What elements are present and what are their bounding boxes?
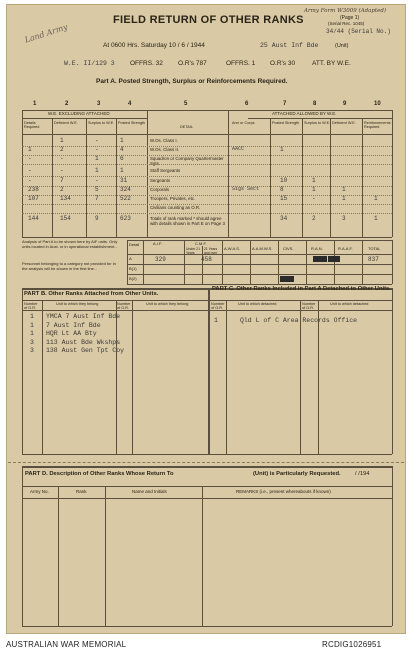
we-value: 238	[28, 186, 39, 193]
we-value: 522	[120, 195, 131, 202]
part-b-unit: 7 Aust Inf Bde	[46, 321, 101, 329]
part-c-header: Number of O.R.	[302, 302, 316, 311]
column-header: Surplus to W.E.	[304, 121, 331, 125]
we-value: 4	[120, 146, 124, 153]
analysis-aif-value: 329	[155, 256, 166, 263]
detail-label: Totals of rank marked * should agree with details shown in Part E on Page 3	[150, 216, 225, 227]
analysis-header: R.A.N.	[311, 246, 323, 251]
analysis-header: R.A.A.F.	[338, 246, 353, 251]
part-b-unit: 113 Aust Bde Wkshps	[46, 338, 121, 346]
we-value: 623	[120, 215, 131, 222]
we-value: -	[28, 155, 32, 162]
we-value: 134	[60, 195, 71, 202]
we-value: 5	[95, 186, 99, 193]
column-header: DETAIL	[180, 125, 194, 129]
we-value: 107	[28, 195, 39, 202]
analysis-row-label: B(2)	[129, 276, 137, 281]
footer-record-id: RCDIG1026951	[322, 640, 382, 649]
column-header: Posted Strength	[272, 121, 300, 125]
analysis-header: A.I.F.	[153, 241, 163, 246]
analysis-header: CIVS.	[283, 246, 294, 251]
attached-value: 1	[374, 215, 378, 222]
part-d-date: / /194	[355, 471, 370, 477]
attached-value: 10	[280, 177, 288, 184]
row-divider	[22, 164, 392, 165]
detail-label: Staff Sergeants	[150, 168, 181, 173]
row-divider	[22, 176, 392, 177]
personnel-note: Personnel belonging to a category not provided for in the analysis will be shown in the first line...	[22, 261, 116, 271]
column-header: Surplus to W.E.	[88, 121, 115, 125]
redaction-mark	[280, 276, 294, 282]
detail-label: Sergeants	[150, 178, 171, 183]
we-value: 2	[60, 146, 64, 153]
column-number: 3	[97, 101, 101, 107]
we-value: -	[95, 177, 99, 184]
attached-officers-count: OFFRS. 1	[226, 60, 256, 67]
part-d-title-mid: (Unit) is Particularly Requested.	[253, 471, 341, 477]
we-value: 1	[95, 167, 99, 174]
unit-name: 25 Aust Inf Bde	[260, 42, 319, 49]
handwritten-corner-note: Land Army	[23, 22, 69, 45]
we-value: 144	[28, 215, 39, 222]
part-d-head-remarks: REMARKS (i.e., present whereabouts if known)	[236, 489, 331, 494]
attached-value: 1	[342, 186, 346, 193]
attached-value: -	[312, 195, 316, 202]
we-excluding-attached-label: W.E. EXCLUDING ATTACHED	[48, 111, 110, 116]
footer-archive-name: AUSTRALIAN WAR MEMORIAL	[6, 640, 127, 649]
we-value: 7	[60, 177, 64, 184]
column-header: Posted Strength	[118, 121, 146, 125]
detail-label: W.Os. Class II.	[150, 147, 180, 152]
attached-value: 2	[312, 215, 316, 222]
analysis-cmf-value: 458	[201, 256, 212, 263]
part-c-unit: Qld L of C Area Records Office	[240, 317, 358, 324]
we-value: 2	[60, 186, 64, 193]
redaction-mark	[328, 256, 340, 262]
part-c-header: Unit to which detached	[238, 302, 277, 306]
column-number: 5	[184, 101, 188, 107]
detail-label: W.Os. Class I.	[150, 138, 178, 143]
form-serial-rec: (Serial Rec. 1045)	[328, 21, 365, 26]
we-value: -	[28, 177, 32, 184]
column-number: 4	[128, 101, 132, 107]
we-value: -	[95, 146, 99, 153]
column-number: 7	[283, 101, 287, 107]
attached-allowed-label: ATTACHED ALLOWED BY W.E.	[272, 111, 337, 116]
part-b-unit: 138 Aust Gen Tpt Coy	[46, 347, 125, 354]
part-d-title: PART D. Description of Other Ranks Whose Return To	[25, 471, 174, 477]
we-value: 1	[120, 167, 124, 174]
part-b-header: Number of O.R.	[24, 302, 38, 311]
column-header: Details Required	[24, 121, 40, 130]
att-by-we-label: ATT. BY W.E.	[312, 60, 351, 67]
column-number: 1	[33, 101, 37, 107]
analysis-row-label: B(1)	[129, 266, 137, 271]
part-b-count: 1	[30, 313, 34, 320]
form-serial-no: 34/44 (Serial No.)	[326, 28, 391, 35]
attached-value: 1	[312, 177, 316, 184]
officers-count: OFFRS. 32	[130, 60, 163, 67]
part-b-count: 3	[30, 338, 34, 346]
column-number: 2	[65, 101, 69, 107]
part-c-header: Number of O.R.	[211, 302, 225, 311]
part-b-count: 1	[30, 330, 34, 337]
part-b-unit: YMCA 7 Aust Inf Bde	[46, 313, 121, 320]
part-b-count: 1	[30, 321, 34, 329]
we-value: 324	[120, 186, 131, 193]
we-value: 31	[120, 177, 128, 184]
part-c-header: Unit to which detached	[330, 302, 369, 306]
attached-value: 15	[280, 195, 288, 202]
attached-value: 34	[280, 215, 288, 222]
analysis-row-label: Detail	[129, 242, 140, 247]
column-header: Deficient W.E.	[332, 121, 356, 125]
analysis-header: A.W.A.S.	[224, 246, 241, 251]
part-b-header: Unit to which they belong	[146, 302, 189, 306]
other-ranks-count: O.R's 787	[178, 60, 207, 67]
page-title: FIELD RETURN OF OTHER RANKS	[113, 14, 304, 26]
perforation-line	[8, 462, 404, 463]
we-value: 6	[120, 155, 124, 162]
detail-label: Corporals	[150, 187, 170, 192]
part-d-head-name: Name and Initials	[132, 489, 167, 494]
attached-other-ranks-count: O.R's 30	[270, 60, 296, 67]
attached-value: 3	[342, 215, 346, 222]
part-d-head-army-no: Army No.	[30, 489, 49, 494]
part-a-title: Part A. Posted Strength, Surplus or Reinforcements Required.	[96, 78, 288, 85]
we-value: -	[95, 137, 99, 144]
row-divider	[22, 213, 392, 214]
part-b-count: 3	[30, 347, 34, 354]
analysis-header: C.M.F.	[195, 241, 207, 246]
we-value: 1	[28, 146, 32, 153]
attached-value: 1	[374, 195, 378, 202]
analysis-header: A.A.M.W.S.	[252, 246, 273, 251]
column-header: Reinforcements Required	[364, 121, 391, 130]
unit-label: (Unit)	[335, 43, 349, 49]
we-value: -	[60, 155, 64, 162]
column-number: 6	[245, 101, 249, 107]
redaction-mark	[313, 256, 327, 262]
cmf-subheader: 21 Years and over	[204, 247, 218, 255]
form-number: Army Form W3009 (Adapted)	[304, 8, 387, 14]
analysis-total-value: 837	[368, 256, 379, 263]
detail-label: Civilians counting as O.R.	[150, 205, 201, 210]
detail-label: Troopers, Privates, etc.	[150, 196, 196, 201]
return-date: At 0600 Hrs. Saturday 10 / 6 / 1944	[103, 42, 205, 49]
we-value: 1	[95, 155, 99, 162]
form-page: (Page 1)	[340, 15, 360, 21]
part-b-title: PART B. Other Ranks Attached from Other Units.	[24, 291, 159, 297]
column-number: 10	[374, 101, 381, 107]
we-reference: W.E. II/129 3	[64, 60, 115, 67]
attached-value: Sigs Sect	[232, 186, 260, 192]
we-value: 9	[95, 215, 99, 222]
part-b-header: Unit to which they belong	[56, 302, 99, 306]
detail-label: Squadron or Company Quartermaster Sgts	[150, 156, 224, 167]
we-value: 1	[120, 137, 124, 144]
part-c-count: 1	[214, 317, 218, 324]
we-value: -	[28, 167, 32, 174]
column-header: Arm or Corps	[232, 121, 255, 125]
part-b-header: Number of O.R.	[117, 302, 131, 311]
analysis-row-label: A	[129, 256, 132, 261]
attached-value: 1	[312, 186, 316, 193]
cmf-subheader: Under 21 Years	[186, 247, 200, 255]
attached-value: 1	[342, 195, 346, 202]
attached-value: 1	[280, 146, 284, 153]
column-header: Deficient W.E.	[54, 121, 78, 125]
part-c-title: PART C. Other Ranks Included in Part A Detached to Other Units.	[212, 286, 391, 292]
attached-value: AACC	[232, 146, 245, 152]
analysis-note: Analysis of Part A to be shown here by AIF units. Only units located in Aust. or in operational establishment...	[22, 239, 118, 249]
attached-value: 8	[280, 186, 284, 193]
we-value: 1	[60, 137, 64, 144]
we-value: 7	[95, 195, 99, 202]
column-number: 8	[313, 101, 317, 107]
analysis-header: TOTAL	[368, 246, 381, 251]
part-b-unit: HQR Lt AA Bty	[46, 330, 97, 337]
we-value: -	[60, 167, 64, 174]
part-d-head-rank: Rank	[76, 489, 87, 494]
we-value: 154	[60, 215, 71, 222]
column-number: 9	[343, 101, 347, 107]
